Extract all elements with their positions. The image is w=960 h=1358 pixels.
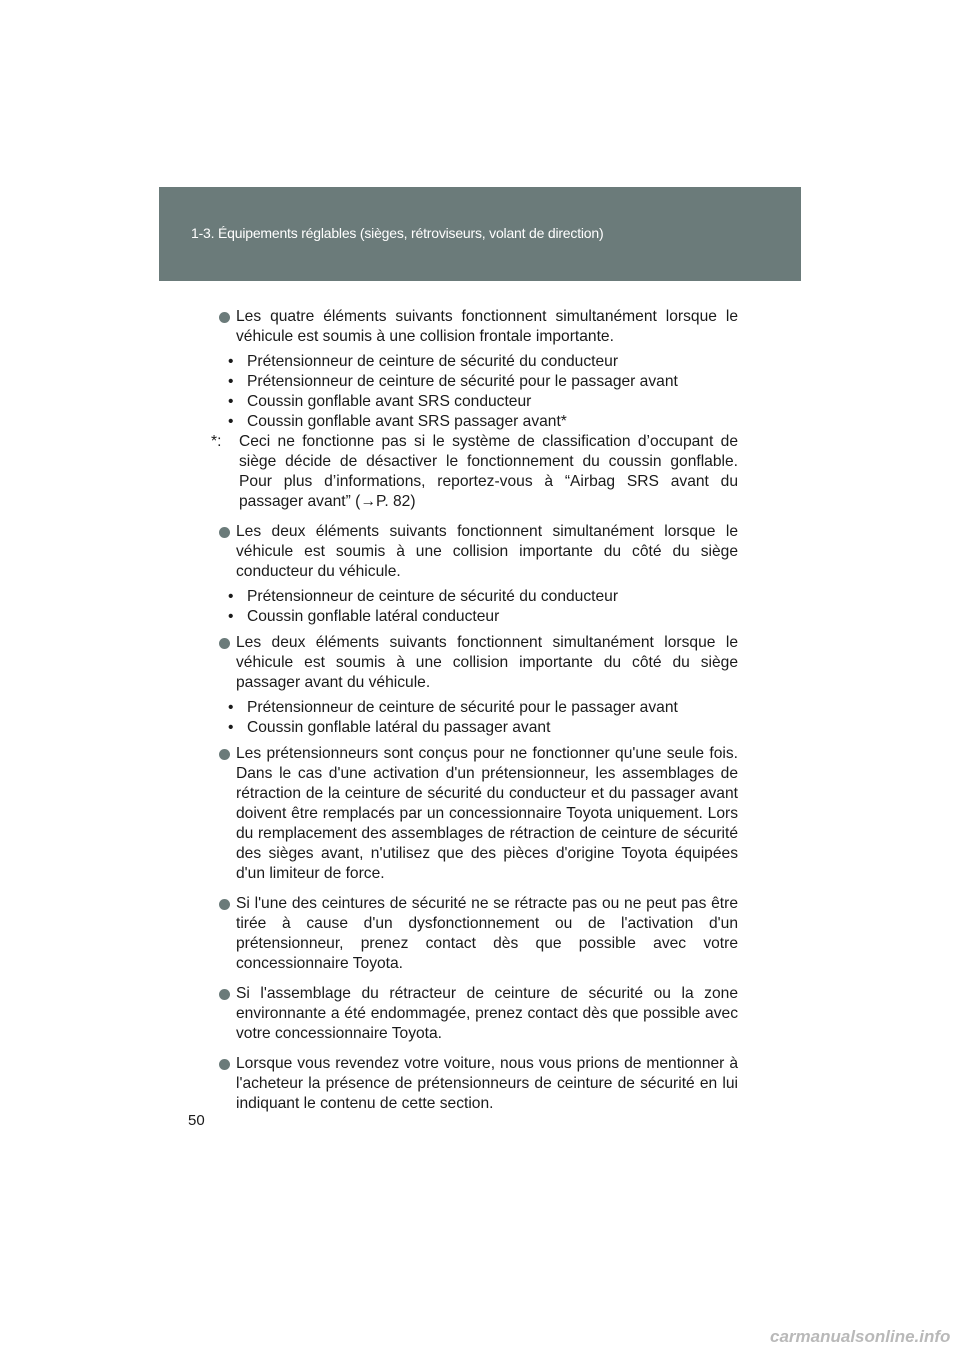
bullet-dot-icon — [219, 749, 230, 760]
bullet-paragraph — [218, 522, 738, 582]
sub-list — [218, 587, 738, 627]
bullet-paragraph — [218, 1054, 738, 1114]
bullet-dot-icon — [219, 989, 230, 1000]
bullet-paragraph — [218, 633, 738, 693]
bullet-text: Lorsque vous revendez votre voiture, nous vous prions de mentionner à l'acheteur la présence de prétensionneurs de ceinture de sécurité en lui indiquant le contenu de cette section. — [236, 1055, 738, 1112]
page-content — [211, 307, 738, 1114]
bullet-paragraph — [218, 984, 738, 1044]
sub-list — [218, 352, 738, 432]
list-marker: • — [228, 413, 234, 430]
section-header-band — [159, 187, 801, 281]
bullet-dot-icon — [219, 638, 230, 649]
bullet-text: Les quatre éléments suivants fonctionnent simultanément lorsque le véhicule est soumis à une collision frontale importante. — [236, 308, 738, 345]
bullet-text: Les prétensionneurs sont conçus pour ne fonctionner qu'une seule fois. Dans le cas d'une activation d'un prétensionneur, les assemblages de rétraction de la ceinture de sécurité du conducteur et du passager avant doivent être remplacés par un concessionnaire Toyota uniquement. Lors du remplacement des assemblages de rétraction de ceinture de sécurité des sièges avant, n'utilisez que des pièces d'origine Toyota équipées d'un limiteur de force. — [236, 745, 738, 882]
list-item: • Coussin gonflable latéral du passager avant — [228, 719, 551, 736]
list-item: • Coussin gonflable latéral conducteur — [228, 608, 500, 625]
section-title: 1-3. Équipements réglables (sièges, rétroviseurs, volant de direction) — [191, 225, 604, 241]
list-item: • Prétensionneur de ceinture de sécurité du conducteur — [228, 353, 619, 370]
footnote-mark: *: — [211, 433, 222, 450]
bullet-dot-icon — [219, 527, 230, 538]
bullet-paragraph — [218, 744, 738, 884]
bullet-text: Si l'une des ceintures de sécurité ne se rétracte pas ou ne peut pas être tirée à cause d'un dysfonctionnement ou de l'activation d'un prétensionneur, prenez contact dès que possible avec votre concessionnaire Toyota. — [236, 895, 738, 972]
list-item: • Coussin gonflable avant SRS conducteur — [228, 393, 532, 410]
bullet-text: Les deux éléments suivants fonctionnent simultanément lorsque le véhicule est soumis à une collision importante du côté du siège passager avant du véhicule. — [236, 634, 738, 691]
bullet-paragraph — [218, 894, 738, 974]
bullet-dot-icon — [219, 312, 230, 323]
list-item: • Prétensionneur de ceinture de sécurité pour le passager avant — [228, 699, 678, 716]
bullet-paragraph — [218, 307, 738, 347]
list-marker: • — [228, 373, 234, 390]
sub-list — [218, 698, 738, 738]
list-marker: • — [228, 699, 234, 716]
watermark: carmanualsonline.info — [770, 1327, 951, 1346]
footnote — [211, 432, 738, 512]
list-marker: • — [228, 719, 234, 736]
list-marker: • — [228, 608, 234, 625]
bullet-text: Si l'assemblage du rétracteur de ceinture de sécurité ou la zone environnante a été endommagée, prenez contact dès que possible avec votre concessionnaire Toyota. — [236, 985, 738, 1042]
bullet-dot-icon — [219, 899, 230, 910]
list-item: • Prétensionneur de ceinture de sécurité du conducteur — [228, 588, 619, 605]
list-marker: • — [228, 588, 234, 605]
bullet-text: Les deux éléments suivants fonctionnent simultanément lorsque le véhicule est soumis à une collision importante du côté du siège conducteur du véhicule. — [236, 523, 738, 580]
page-number: 50 — [188, 1112, 205, 1129]
list-item: • Coussin gonflable avant SRS passager avant* — [228, 413, 567, 430]
list-marker: • — [228, 393, 234, 410]
footnote-text: Ceci ne fonctionne pas si le système de classification d’occupant de siège décide de désactiver le fonctionnement du coussin gonflable. Pour plus d’informations, reportez-vous à “Airbag SRS avant du passager avant” (→P. 82) — [239, 433, 738, 510]
list-item: • Prétensionneur de ceinture de sécurité pour le passager avant — [228, 373, 678, 390]
list-marker: • — [228, 353, 234, 370]
bullet-dot-icon — [219, 1059, 230, 1070]
